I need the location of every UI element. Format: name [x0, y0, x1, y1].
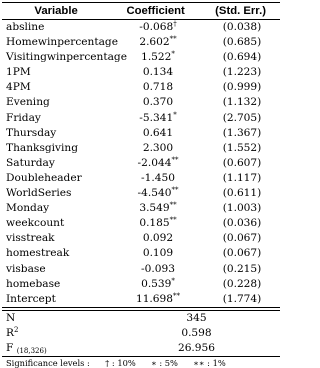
table-row [2, 126, 281, 141]
f-label [2, 341, 113, 356]
coefficient-value: 0.109 [142, 247, 174, 260]
std-err-value: (0.228) [222, 277, 262, 290]
std-err-value: (0.694) [222, 51, 262, 64]
f-label-sub: (18,326) [16, 346, 47, 355]
coefficient-cell [113, 20, 203, 35]
table-row [2, 80, 281, 95]
std-err-value: (1.367) [222, 126, 262, 139]
coefficient-table [2, 3, 280, 19]
sig-text-5: : 5% [159, 358, 178, 368]
variable-header: Variable [34, 5, 78, 17]
r2-label [2, 326, 113, 341]
stat-row-n [2, 311, 280, 326]
table-row [2, 50, 281, 65]
coefficient-cell [113, 35, 203, 50]
table-row [2, 141, 281, 156]
coefficient-value: -2.044 [137, 156, 172, 169]
variable-name: Thanksgiving [6, 141, 79, 154]
significance-label: Significance levels : [6, 358, 90, 368]
std-err-value: (0.685) [222, 36, 262, 49]
f-value: 26.956 [177, 341, 216, 354]
significance-stars: * [171, 50, 175, 59]
coefficient-cell [113, 126, 203, 141]
std-err-value: (0.038) [222, 21, 262, 33]
coefficient-cell [113, 141, 203, 156]
coefficient-cell [113, 201, 203, 216]
variable-name: visbase [6, 262, 46, 275]
coefficient-value: -5.341 [139, 111, 174, 124]
f-label-text: F [6, 341, 14, 354]
table-row [2, 231, 281, 246]
r2-value: 0.598 [181, 326, 212, 339]
coefficient-cell [113, 95, 203, 110]
table-row [2, 65, 281, 80]
coefficient-value: 0.092 [142, 232, 174, 245]
coefficient-value: 11.698 [135, 292, 174, 305]
sig-symbol-double-star: ∗∗ [193, 358, 205, 368]
coefficient-value: 0.134 [142, 66, 174, 79]
table-row [2, 156, 281, 171]
variable-name: Thursday [6, 126, 57, 139]
coefficient-cell [113, 156, 203, 171]
std-err-value: (0.036) [222, 217, 262, 230]
variable-name: visstreak [6, 232, 55, 245]
coefficient-value: 2.300 [142, 141, 174, 154]
variable-name: Visitingwinpercentage [6, 51, 127, 64]
std-err-value: (1.774) [222, 292, 262, 305]
table-row [2, 186, 281, 201]
variable-name: homebase [6, 277, 61, 290]
significance-stars: ** [169, 35, 177, 44]
table-row [2, 111, 281, 126]
variable-name: Doubleheader [6, 171, 82, 184]
coefficient-value: 0.641 [142, 126, 174, 139]
coefficient-cell [113, 111, 203, 126]
n-label: N [6, 311, 16, 324]
coefficient-cell [113, 292, 203, 307]
table-row [2, 20, 281, 35]
std-err-value: (1.003) [222, 202, 262, 215]
regression-table [2, 2, 280, 368]
coefficient-value: -1.450 [141, 171, 175, 184]
sig-text-10: : 10% [111, 358, 136, 368]
variable-name: homestreak [6, 247, 70, 260]
variable-name: weekcount [6, 217, 65, 230]
variable-name: 4PM [6, 81, 31, 94]
std-err-value: (0.607) [222, 156, 262, 169]
stat-row-r2 [2, 326, 280, 341]
stat-row-f [2, 341, 280, 356]
significance-stars: ** [171, 155, 179, 164]
std-err-header: (Std. Err.) [215, 5, 266, 17]
coefficient-cell [113, 65, 203, 80]
header-row [2, 3, 280, 19]
coefficient-cell [113, 231, 203, 246]
std-err-value: (2.705) [222, 111, 262, 124]
variable-name: 1PM [6, 66, 31, 79]
std-err-value: (1.552) [222, 141, 262, 154]
variable-name: Intercept [6, 292, 56, 305]
sig-text-1: : 1% [207, 358, 226, 368]
variable-name: Friday [6, 111, 41, 124]
significance-stars: ** [169, 201, 177, 210]
n-value: 345 [186, 311, 207, 324]
table-row [2, 216, 281, 231]
coefficient-value: 0.718 [142, 81, 174, 94]
fit-statistics [2, 311, 280, 356]
table-row [2, 246, 281, 261]
coefficient-cell [113, 186, 203, 201]
variable-name: Monday [6, 202, 50, 215]
coefficient-value: 1.522 [141, 51, 172, 64]
r2-label-text: R [6, 326, 14, 339]
variable-name: Evening [6, 96, 50, 109]
sig-symbol-dagger: † [105, 358, 110, 368]
r2-label-sup: 2 [13, 325, 19, 334]
coefficient-value: 3.549 [139, 202, 170, 215]
coefficient-value: 0.185 [139, 217, 170, 230]
std-err-value: (1.223) [222, 66, 262, 79]
coefficient-header: Coefficient [126, 5, 185, 17]
significance-stars: † [173, 20, 177, 28]
coefficient-value: -0.093 [141, 262, 175, 275]
std-err-value: (1.117) [222, 171, 262, 184]
coefficient-cell [113, 80, 203, 95]
coefficient-body [2, 20, 281, 307]
std-err-value: (1.132) [222, 96, 262, 109]
coefficient-value: 2.602 [139, 36, 170, 49]
coefficient-cell [113, 277, 203, 292]
std-err-value: (0.215) [222, 262, 262, 275]
variable-name: Saturday [6, 156, 55, 169]
coefficient-value: 0.370 [142, 96, 174, 109]
coefficient-cell [113, 216, 203, 231]
coefficient-value: 0.539 [141, 277, 172, 290]
coefficient-cell [113, 171, 203, 186]
std-err-value: (0.611) [222, 187, 262, 200]
coefficient-cell [113, 246, 203, 261]
table-row [2, 35, 281, 50]
significance-stars: * [173, 110, 177, 119]
significance-stars: ** [171, 186, 179, 195]
table-row [2, 201, 281, 216]
std-err-value: (0.067) [222, 247, 262, 260]
table-row [2, 292, 281, 307]
variable-name: absline [6, 21, 45, 33]
table-row [2, 95, 281, 110]
table-row [2, 171, 281, 186]
variable-name: WorldSeries [6, 187, 72, 200]
stats-rule-top [2, 307, 280, 308]
significance-stars: ** [173, 291, 181, 300]
coefficient-value: -4.540 [137, 187, 172, 200]
variable-name: Homewinpercentage [6, 36, 118, 49]
table-row [2, 277, 281, 292]
significance-note [2, 357, 280, 368]
significance-stars: * [171, 276, 175, 285]
coefficient-value: -0.068 [139, 21, 174, 33]
std-err-value: (0.999) [222, 81, 262, 94]
coefficient-cell [113, 262, 203, 277]
std-err-value: (0.067) [222, 232, 262, 245]
significance-stars: ** [169, 216, 177, 225]
sig-symbol-star: ∗ [151, 358, 157, 368]
table-row [2, 262, 281, 277]
